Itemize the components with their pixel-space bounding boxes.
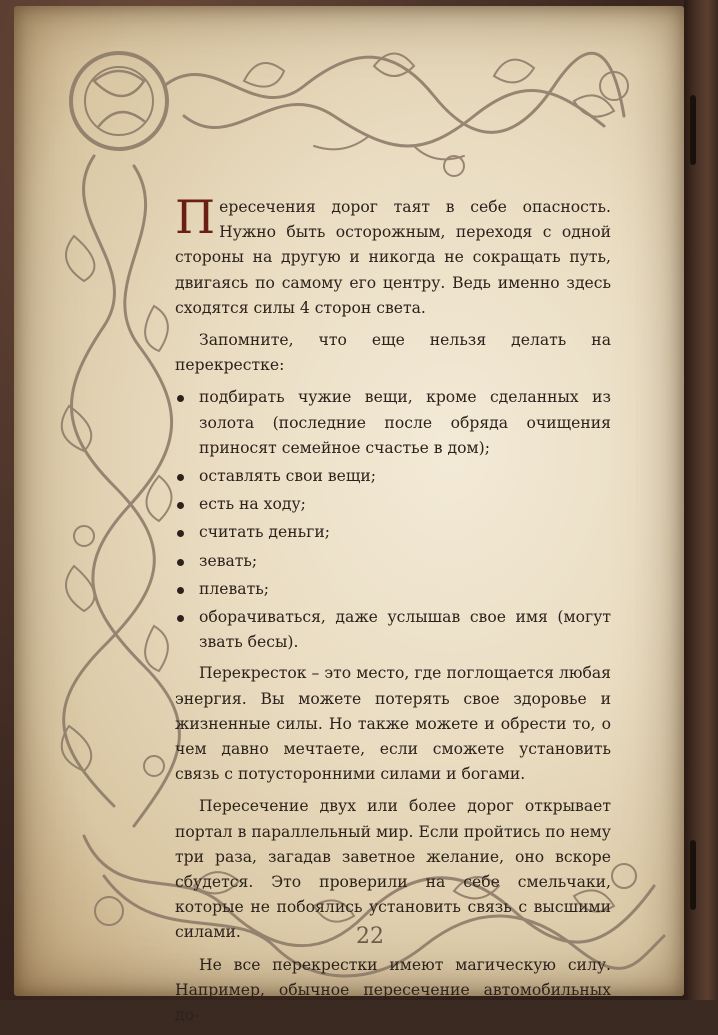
list-item: есть на ходу; bbox=[175, 492, 611, 517]
page-number: 22 bbox=[356, 924, 384, 949]
paragraph: Не все перекрестки имеют магическую силу. Например, обычное пересечение автомобильных до- bbox=[175, 955, 611, 1025]
paragraph: Пересечение двух или более дорог открывает портал в параллельный мир. Если пройтись по нему три раза, загадав заветное желание, оно вскоре сбудется. Это проверили на себе смельчаки, которые не побоялись установить связь с высшими силами. bbox=[175, 797, 611, 942]
rules-list bbox=[175, 385, 611, 655]
list-item: оборачиваться, даже услышав свое имя (могут звать бесы). bbox=[175, 605, 611, 655]
drop-cap-letter: П bbox=[175, 190, 216, 244]
binding-mark bbox=[690, 840, 696, 910]
list-item: плевать; bbox=[175, 577, 611, 602]
list-item: подбирать чужие вещи, кроме сделанных из золота (последние после обряда очищения приносят семейное счастье в дом); bbox=[175, 385, 611, 461]
paragraph-intro bbox=[175, 190, 611, 321]
list-item: считать деньги; bbox=[175, 520, 611, 545]
paragraph: Перекресток – это место, где поглощается любая энергия. Вы можете потерять свое здоровье и жизненные силы. Но также можете и обрести то, о чем давно мечтаете, если сможете установить связь с потусторонними силами и богами. bbox=[175, 664, 611, 784]
binding-mark bbox=[690, 95, 696, 165]
list-item: оставлять свои вещи; bbox=[175, 464, 611, 489]
paragraph-text: ересечения дорог таят в себе опасность. Нужно быть осторожным, переходя с одной стороны на другую и никогда не сокращать путь, двигаясь по самому его центру. Ведь именно здесь сходятся силы 4 сторон света. bbox=[175, 198, 611, 317]
list-item: зевать; bbox=[175, 549, 611, 574]
page-text-body bbox=[175, 190, 611, 1035]
paragraph: Запомните, что еще нельзя делать на перекрестке: bbox=[175, 331, 611, 375]
